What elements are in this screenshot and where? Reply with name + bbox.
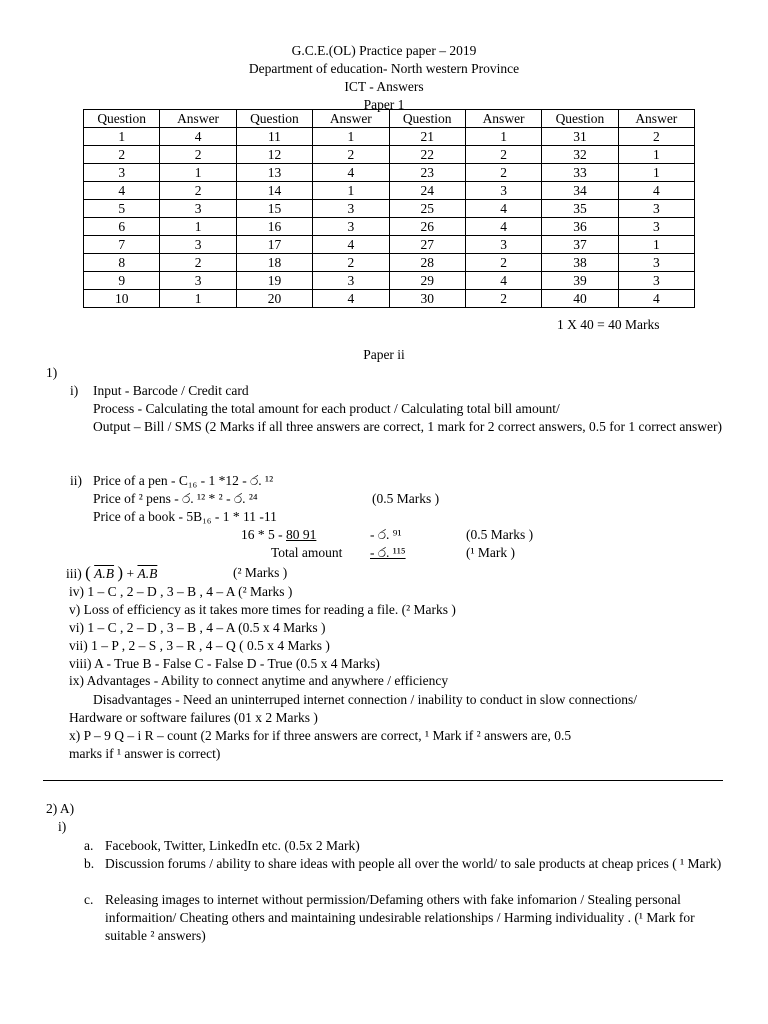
answer-cell: 3 [160,236,236,254]
q2-a-label: a. [84,838,94,853]
q1-ix-disadvantages-cont: Hardware or software failures (01 x 2 Marks ) [69,710,318,725]
q1-ii-line4-calc: 16 * 5 - [241,527,286,542]
answer-cell: 4 [313,236,389,254]
q1-ii-total-value: - ර. ¹¹⁵ [370,545,406,560]
q1-ii-line2: Price of ² pens - ර. ¹² * ² - ර. ²⁴ [93,491,258,506]
answer-cell: 3 [313,272,389,290]
question-number-cell: 16 [236,218,312,236]
answer-cell: 4 [465,218,541,236]
q2-c-answer: Releasing images to internet without permission/Defaming others with fake infomarion / Stealing personal informaition/ Cheating others and maintaining undesirable relationships / Harming individuality . (¹ Mark for suitable ² answers) [105,892,695,943]
answer-cell: 2 [465,290,541,308]
q1-ii-line4-digits: 80 91 [286,527,317,542]
answer-cell: 3 [160,200,236,218]
q2-a-answer: Facebook, Twitter, LinkedIn etc. (0.5x 2 Mark) [105,838,360,853]
answer-cell: 1 [313,182,389,200]
q1-i-output: Output – Bill / SMS (2 Marks if all three answers are correct, 1 mark for 2 correct answers, 0.5 for 1 correct answer) [93,419,723,434]
question-number-cell: 4 [84,182,160,200]
q1-ii-line4 [241,526,316,544]
answer-cell: 3 [160,272,236,290]
question-number-cell: 15 [236,200,312,218]
q1-number: 1) [46,365,58,380]
q1-vi: vi) 1 – C , 2 – D , 3 – B , 4 – A (0.5 x 4 Marks ) [69,620,326,635]
answer-cell: 3 [618,254,694,272]
answer-cell: 2 [465,146,541,164]
question-number-cell: 32 [542,146,618,164]
table-row [84,146,695,164]
table-row [84,164,695,182]
answer-cell: 2 [160,254,236,272]
answer-cell: 4 [313,164,389,182]
question-number-cell: 6 [84,218,160,236]
answer-cell: 4 [465,200,541,218]
question-number-cell: 21 [389,128,465,146]
q1-ii-line4-value: - ර. ⁹¹ [370,527,402,542]
answer-cell: 2 [465,254,541,272]
q1-iii-marks: (² Marks ) [233,565,288,580]
table-header-cell: Question [84,110,160,128]
q1-i-label: i) [70,383,79,398]
table-row [84,254,695,272]
answer-cell: 1 [160,290,236,308]
question-number-cell: 11 [236,128,312,146]
question-number-cell: 36 [542,218,618,236]
question-number-cell: 34 [542,182,618,200]
question-number-cell: 25 [389,200,465,218]
answer-cell: 4 [618,182,694,200]
q2-c-label: c. [84,892,94,907]
question-number-cell: 9 [84,272,160,290]
question-number-cell: 22 [389,146,465,164]
table-row [84,218,695,236]
table-header-cell: Answer [618,110,694,128]
q1-iv: iv) 1 – C , 2 – D , 3 – B , 4 – A (² Marks ) [69,584,293,599]
question-number-cell: 19 [236,272,312,290]
question-number-cell: 7 [84,236,160,254]
question-number-cell: 38 [542,254,618,272]
table-header-cell: Answer [313,110,389,128]
q1-x-cont: marks if ¹ answer is correct) [69,746,221,761]
answer-cell: 1 [160,218,236,236]
question-number-cell: 24 [389,182,465,200]
answer-cell: 1 [313,128,389,146]
answer-cell: 3 [313,218,389,236]
q1-i-input: Input - Barcode / Credit card [93,383,249,398]
paper-1-title: Paper 1 [363,97,405,112]
question-number-cell: 26 [389,218,465,236]
q2-b-label: b. [84,856,95,871]
q1-viii: viii) A - True B - False C - False D - True (0.5 x 4 Marks) [69,656,380,671]
answer-cell: 4 [618,290,694,308]
table-header-row [84,110,695,128]
question-number-cell: 3 [84,164,160,182]
exam-title: G.C.E.(OL) Practice paper – 2019 [291,43,477,58]
q1-iii-term-2: A.B [137,566,158,581]
answer-cell: 2 [618,128,694,146]
department: Department of education- North western Province [248,61,520,76]
answer-cell: 1 [618,146,694,164]
q1-ix-disadvantages: Disadvantages - Need an uninterruped internet connection / inability to conduct in slow connections/ [93,692,637,707]
question-number-cell: 10 [84,290,160,308]
answer-cell: 1 [465,128,541,146]
question-number-cell: 30 [389,290,465,308]
answer-cell: 3 [465,182,541,200]
question-number-cell: 12 [236,146,312,164]
q1-ii-line4-marks: (0.5 Marks ) [466,527,534,542]
answer-cell: 1 [618,164,694,182]
question-number-cell: 14 [236,182,312,200]
q1-v: v) Loss of efficiency as it takes more times for reading a file. (² Marks ) [69,602,456,617]
table-row [84,290,695,308]
table-header-cell: Question [542,110,618,128]
section-divider [43,780,723,781]
question-number-cell: 17 [236,236,312,254]
q1-iii: iii) ( A.B ) + A.B [66,563,158,582]
paper-1-total-marks: 1 X 40 = 40 Marks [557,317,660,332]
q2-i-label: i) [58,819,67,834]
question-number-cell: 1 [84,128,160,146]
table-row [84,182,695,200]
paper-1-answer-table [83,109,695,308]
question-number-cell: 18 [236,254,312,272]
q2-b-answer: Discussion forums / ability to share ideas with people all over the world/ to sale products at cheap prices ( ¹ Mark) [105,856,722,871]
q1-ii-line2-marks: (0.5 Marks ) [372,491,440,506]
answer-cell: 3 [618,218,694,236]
answer-cell: 3 [465,236,541,254]
question-number-cell: 23 [389,164,465,182]
q1-iii-label: iii) [66,566,82,581]
document-header [0,42,768,114]
table-header-cell: Question [236,110,312,128]
answer-cell: 4 [313,290,389,308]
q1-ix-advantages: ix) Advantages - Ability to connect anytime and anywhere / efficiency [69,673,449,688]
table-header-cell: Answer [465,110,541,128]
question-number-cell: 27 [389,236,465,254]
question-number-cell: 13 [236,164,312,182]
table-row [84,272,695,290]
q1-iii-term-1: A.B [94,566,115,581]
answer-cell: 4 [465,272,541,290]
q1-i-process: Process - Calculating the total amount for each product / Calculating total bill amount/ [93,401,560,416]
question-number-cell: 29 [389,272,465,290]
q1-vii: vii) 1 – P , 2 – S , 3 – R , 4 – Q ( 0.5 x 4 Marks ) [69,638,330,653]
question-number-cell: 8 [84,254,160,272]
answer-cell: 1 [160,164,236,182]
question-number-cell: 35 [542,200,618,218]
question-number-cell: 5 [84,200,160,218]
q1-x: x) P – 9 Q – i R – count (2 Marks for if three answers are correct, ¹ Mark if ² answers are, 0.5 [69,728,572,743]
table-row [84,200,695,218]
answer-cell: 2 [160,146,236,164]
answer-cell: 2 [313,146,389,164]
question-number-cell: 28 [389,254,465,272]
question-number-cell: 2 [84,146,160,164]
question-number-cell: 33 [542,164,618,182]
answer-cell: 2 [160,182,236,200]
answer-cell: 2 [465,164,541,182]
paper-2-title: Paper ii [363,347,405,362]
q1-ii-line1: Price of a pen - C₁₆ - 1 *12 - ර. ¹² [93,473,274,488]
answer-cell: 3 [618,272,694,290]
question-number-cell: 40 [542,290,618,308]
answer-cell: 1 [618,236,694,254]
answer-cell: 3 [313,200,389,218]
answer-cell: 4 [160,128,236,146]
q1-ii-label: ii) [70,473,82,488]
answer-cell: 3 [618,200,694,218]
q2-number: 2) A) [46,801,75,816]
table-header-cell: Question [389,110,465,128]
subject: ICT - Answers [344,79,424,94]
q1-ii-line3: Price of a book - 5B₁₆ - 1 * 11 -11 [93,509,277,524]
question-number-cell: 20 [236,290,312,308]
answer-cell: 2 [313,254,389,272]
table-row [84,128,695,146]
question-number-cell: 31 [542,128,618,146]
q1-ii-total-label: Total amount [271,545,343,560]
q1-ii-total-marks: (¹ Mark ) [466,545,516,560]
table-row [84,236,695,254]
table-header-cell: Answer [160,110,236,128]
question-number-cell: 37 [542,236,618,254]
question-number-cell: 39 [542,272,618,290]
